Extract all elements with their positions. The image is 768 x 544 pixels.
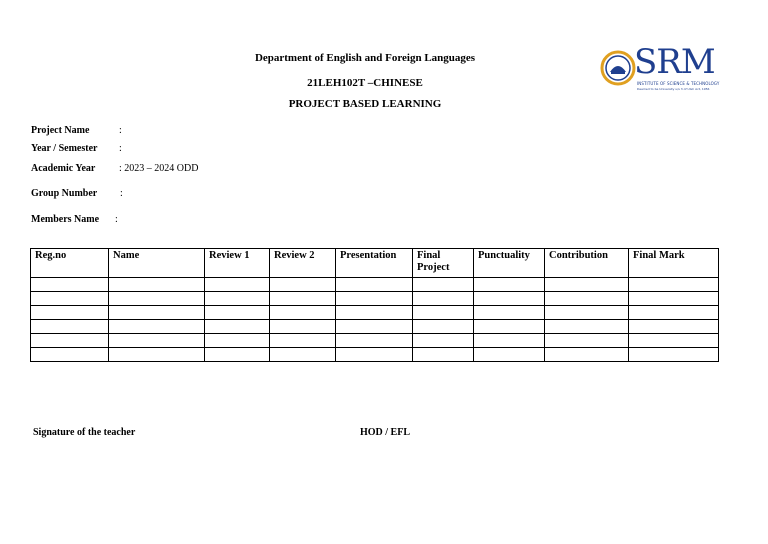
- table-cell[interactable]: [31, 348, 109, 362]
- table-cell[interactable]: [109, 292, 205, 306]
- srm-subtitle: INSTITUTE OF SCIENCE & TECHNOLOGY: [637, 81, 720, 86]
- teacher-signature-label: Signature of the teacher: [33, 427, 136, 438]
- table-cell[interactable]: [545, 334, 629, 348]
- table-cell[interactable]: [270, 292, 336, 306]
- table-cell[interactable]: [336, 278, 413, 292]
- table-cell[interactable]: [545, 278, 629, 292]
- field-group-number: [31, 188, 123, 199]
- table-row: [31, 334, 719, 348]
- table-cell[interactable]: [109, 348, 205, 362]
- table-cell[interactable]: [629, 306, 719, 320]
- table-cell[interactable]: [474, 306, 545, 320]
- table-cell[interactable]: [31, 306, 109, 320]
- table-cell[interactable]: [109, 334, 205, 348]
- srm-tagline: Deemed to be University u/s 3 of UGC Act, 1956: [637, 87, 710, 91]
- table-cell[interactable]: [109, 278, 205, 292]
- table-cell[interactable]: [474, 348, 545, 362]
- table-cell[interactable]: [270, 306, 336, 320]
- field-members-name: [31, 214, 118, 225]
- field-label: Year / Semester: [31, 143, 98, 154]
- field-label: Group Number: [31, 188, 98, 199]
- table-cell[interactable]: [270, 320, 336, 334]
- table-row: [31, 306, 719, 320]
- field-value: :: [119, 143, 122, 154]
- field-label: Members Name: [31, 214, 100, 225]
- table-cell[interactable]: [31, 292, 109, 306]
- table-cell[interactable]: [474, 278, 545, 292]
- table-row: [31, 292, 719, 306]
- table-cell[interactable]: [629, 334, 719, 348]
- table-cell[interactable]: [545, 348, 629, 362]
- field-project-name: [31, 125, 122, 136]
- table-cell[interactable]: [629, 278, 719, 292]
- table-cell[interactable]: [629, 320, 719, 334]
- field-value: :: [115, 214, 118, 225]
- table-cell[interactable]: [336, 320, 413, 334]
- department-title: Department of English and Foreign Languages: [254, 52, 476, 64]
- table-cell[interactable]: [270, 278, 336, 292]
- field-label: Academic Year: [31, 163, 96, 174]
- srm-seal-icon: [600, 50, 636, 86]
- course-code: 21LEH102T –CHINESE: [307, 77, 423, 89]
- table-cell[interactable]: [31, 320, 109, 334]
- marks-table: [30, 248, 719, 362]
- header-contribution: Contribution: [545, 249, 629, 278]
- table-cell[interactable]: [413, 306, 474, 320]
- table-cell[interactable]: [205, 320, 270, 334]
- header-presentation: Presentation: [336, 249, 413, 278]
- field-value: :: [120, 188, 123, 199]
- table-cell[interactable]: [109, 306, 205, 320]
- table-row: [31, 348, 719, 362]
- table-cell[interactable]: [336, 348, 413, 362]
- table-cell[interactable]: [474, 320, 545, 334]
- table-cell[interactable]: [270, 348, 336, 362]
- table-cell[interactable]: [545, 320, 629, 334]
- table-cell[interactable]: [629, 348, 719, 362]
- table-cell[interactable]: [413, 278, 474, 292]
- header-punctuality: Punctuality: [474, 249, 545, 278]
- table-row: [31, 320, 719, 334]
- table-cell[interactable]: [413, 334, 474, 348]
- table-row: [31, 278, 719, 292]
- table-header-row: [31, 249, 719, 278]
- table-cell[interactable]: [413, 292, 474, 306]
- table-cell[interactable]: [205, 278, 270, 292]
- table-cell[interactable]: [474, 334, 545, 348]
- srm-wordmark: SRM: [634, 42, 715, 82]
- table-cell[interactable]: [205, 334, 270, 348]
- srm-logo: [600, 42, 720, 94]
- table-cell[interactable]: [31, 334, 109, 348]
- hod-signature-label: HOD / EFL: [360, 427, 411, 438]
- field-year-semester: [31, 143, 122, 154]
- field-value: : 2023 – 2024 ODD: [119, 163, 199, 174]
- header-reg-no: Reg.no: [31, 249, 109, 278]
- table-cell[interactable]: [31, 278, 109, 292]
- table-cell[interactable]: [545, 306, 629, 320]
- table-cell[interactable]: [474, 292, 545, 306]
- table-cell[interactable]: [336, 306, 413, 320]
- table-cell[interactable]: [413, 348, 474, 362]
- table-cell[interactable]: [336, 292, 413, 306]
- field-value: :: [119, 125, 122, 136]
- table-cell[interactable]: [205, 292, 270, 306]
- header-final-project: Final Project: [413, 249, 474, 278]
- table-cell[interactable]: [629, 292, 719, 306]
- header-final-mark: Final Mark: [629, 249, 719, 278]
- program-title: PROJECT BASED LEARNING: [288, 98, 442, 110]
- header-name: Name: [109, 249, 205, 278]
- table-cell[interactable]: [109, 320, 205, 334]
- field-academic-year: [31, 163, 198, 174]
- header-review-1: Review 1: [205, 249, 270, 278]
- table-cell[interactable]: [205, 348, 270, 362]
- header-review-2: Review 2: [270, 249, 336, 278]
- table-cell[interactable]: [270, 334, 336, 348]
- table-cell[interactable]: [336, 334, 413, 348]
- table-cell[interactable]: [205, 306, 270, 320]
- table-cell[interactable]: [545, 292, 629, 306]
- table-cell[interactable]: [413, 320, 474, 334]
- field-label: Project Name: [31, 125, 90, 136]
